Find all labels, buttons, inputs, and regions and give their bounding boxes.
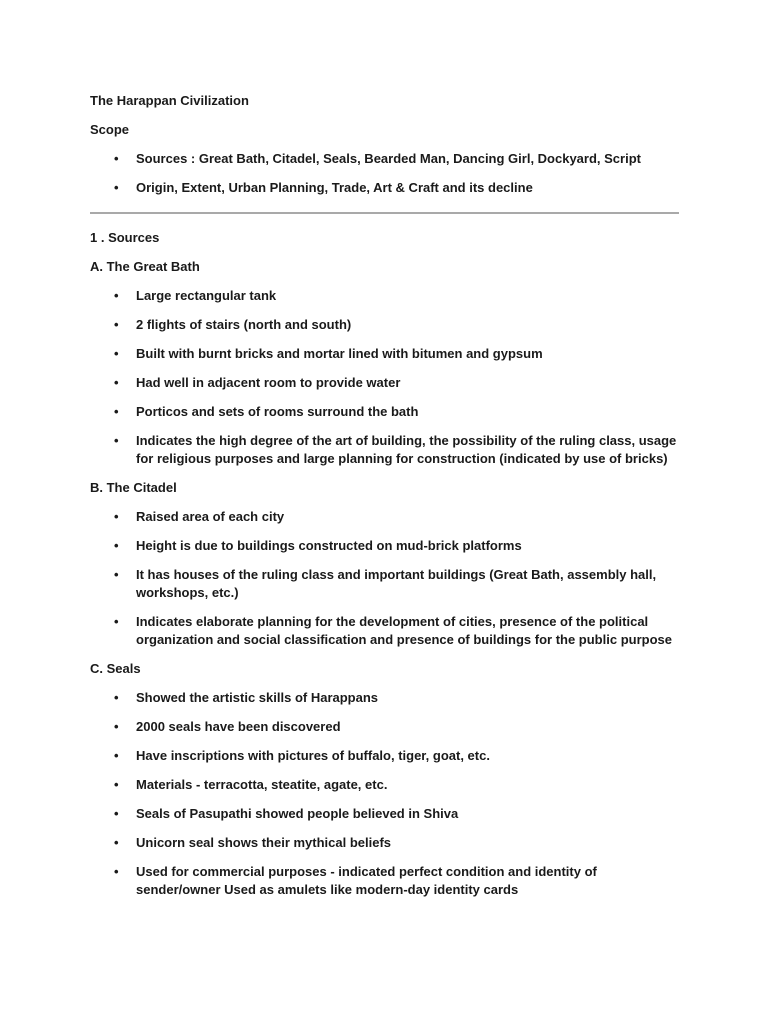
great-bath-heading: A. The Great Bath — [90, 259, 200, 274]
bullet-icon: • — [114, 806, 119, 821]
list-item: • Built with burnt bricks and mortar lined with bitumen and gypsum — [114, 346, 543, 361]
bullet-icon: • — [114, 404, 119, 419]
list-item: • 2 flights of stairs (north and south) — [114, 317, 352, 332]
section-heading: 1 . Sources — [90, 230, 160, 245]
bullet-icon: • — [114, 719, 119, 734]
citadel-list — [90, 508, 680, 649]
list-item: • Large rectangular tank — [114, 288, 277, 303]
document-title: The Harappan Civilization — [90, 93, 249, 108]
bullet-icon: • — [114, 151, 119, 166]
list-item: • It has houses of the ruling class and important buildings (Great Bath, assembly hall, workshops, etc.) — [114, 567, 657, 600]
horizontal-divider — [90, 212, 679, 214]
list-item: • Sources : Great Bath, Citadel, Seals, Bearded Man, Dancing Girl, Dockyard, Script — [114, 151, 641, 166]
bullet-icon: • — [114, 748, 119, 763]
list-item: • Raised area of each city — [114, 509, 285, 524]
bullet-icon: • — [114, 509, 119, 524]
list-item: • Indicates elaborate planning for the development of cities, presence of the political organization and social classification and presence of buildings for the public purpose — [114, 614, 672, 647]
bullet-icon: • — [114, 614, 119, 629]
document-page — [90, 92, 680, 910]
list-item: • Used for commercial purposes - indicated perfect condition and identity of sender/owner Used as amulets like modern-day identity cards — [114, 864, 597, 897]
bullet-icon: • — [114, 346, 119, 361]
citadel-heading: B. The Citadel — [90, 480, 177, 495]
list-item: • Unicorn seal shows their mythical beliefs — [114, 835, 392, 850]
bullet-icon: • — [114, 777, 119, 792]
bullet-icon: • — [114, 317, 119, 332]
list-item: • Had well in adjacent room to provide water — [114, 375, 401, 390]
scope-heading: Scope — [90, 122, 130, 137]
bullet-icon: • — [114, 433, 119, 448]
list-item: • Seals of Pasupathi showed people believed in Shiva — [114, 806, 459, 821]
great-bath-list — [90, 287, 680, 468]
bullet-icon: • — [114, 538, 119, 553]
bullet-icon: • — [114, 180, 119, 195]
list-item: • Materials - terracotta, steatite, agate, etc. — [114, 777, 388, 792]
seals-heading: C. Seals — [90, 661, 141, 676]
bullet-icon: • — [114, 375, 119, 390]
list-item: • Origin, Extent, Urban Planning, Trade, Art & Craft and its decline — [114, 180, 533, 195]
list-item: • Porticos and sets of rooms surround the bath — [114, 404, 419, 419]
scope-list — [90, 150, 680, 197]
bullet-icon: • — [114, 567, 119, 582]
bullet-icon: • — [114, 864, 119, 879]
bullet-icon: • — [114, 690, 119, 705]
list-item: • 2000 seals have been discovered — [114, 719, 341, 734]
bullet-icon: • — [114, 288, 119, 303]
list-item: • Height is due to buildings constructed on mud-brick platforms — [114, 538, 522, 553]
bullet-icon: • — [114, 835, 119, 850]
seals-list — [90, 689, 680, 899]
list-item: • Indicates the high degree of the art of building, the possibility of the ruling class, usage for religious purposes and large planning for construction (indicated by use of bricks) — [114, 433, 677, 466]
list-item: • Showed the artistic skills of Harappans — [114, 690, 379, 705]
list-item: • Have inscriptions with pictures of buffalo, tiger, goat, etc. — [114, 748, 490, 763]
